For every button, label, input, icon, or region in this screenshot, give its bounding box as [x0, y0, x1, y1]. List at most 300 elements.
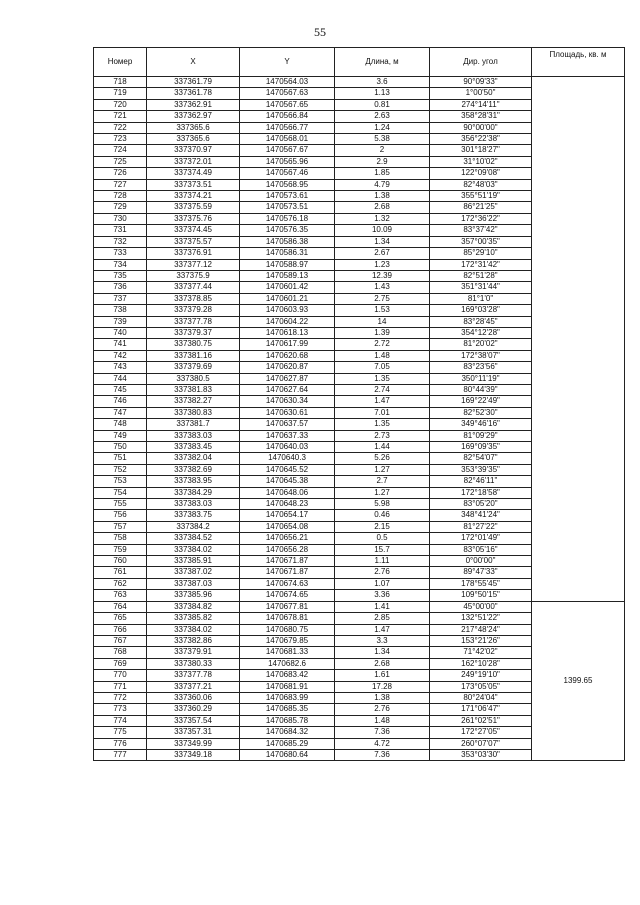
cell-angle: 80°24'04": [430, 692, 532, 703]
cell-number: 754: [94, 487, 147, 498]
cell-y: 1470648.23: [240, 499, 335, 510]
cell-angle: 358°28'31": [430, 111, 532, 122]
cell-y: 1470645.52: [240, 464, 335, 475]
cell-y: 1470567.46: [240, 168, 335, 179]
table-row: [94, 601, 625, 612]
cell-angle: 71°42'02": [430, 647, 532, 658]
cell-y: 1470671.87: [240, 556, 335, 567]
cell-x: 337382.86: [147, 635, 240, 646]
cell-angle: 274°14'11": [430, 99, 532, 110]
cell-y: 1470654.17: [240, 510, 335, 521]
cell-angle: 162°10'28": [430, 658, 532, 669]
cell-number: 751: [94, 453, 147, 464]
cell-x: 337379.28: [147, 305, 240, 316]
cell-number: 736: [94, 282, 147, 293]
cell-length: 1.41: [335, 601, 430, 612]
coordinates-table: [93, 47, 625, 761]
cell-y: 1470566.84: [240, 111, 335, 122]
cell-x: 337380.5: [147, 373, 240, 384]
cell-y: 1470567.65: [240, 99, 335, 110]
cell-number: 756: [94, 510, 147, 521]
cell-length: 1.27: [335, 464, 430, 475]
cell-x: 337384.52: [147, 533, 240, 544]
cell-y: 1470677.81: [240, 601, 335, 612]
cell-x: 337372.01: [147, 156, 240, 167]
cell-length: 1.34: [335, 236, 430, 247]
cell-x: 337385.82: [147, 613, 240, 624]
cell-length: 12.39: [335, 270, 430, 281]
cell-number: 768: [94, 647, 147, 658]
cell-angle: 356°22'38": [430, 134, 532, 145]
cell-number: 744: [94, 373, 147, 384]
cell-length: 1.44: [335, 442, 430, 453]
cell-length: 1.53: [335, 305, 430, 316]
cell-angle: 172°18'58": [430, 487, 532, 498]
cell-x: 337387.03: [147, 578, 240, 589]
cell-number: 730: [94, 213, 147, 224]
cell-angle: 86°21'25": [430, 202, 532, 213]
cell-angle: 153°21'26": [430, 635, 532, 646]
cell-y: 1470568.01: [240, 134, 335, 145]
cell-length: 2.76: [335, 567, 430, 578]
cell-length: 1.23: [335, 259, 430, 270]
cell-angle: 172°31'42": [430, 259, 532, 270]
cell-angle: 173°05'05": [430, 681, 532, 692]
cell-angle: 353°03'30": [430, 749, 532, 760]
cell-x: 337360.29: [147, 704, 240, 715]
cell-x: 337374.45: [147, 225, 240, 236]
cell-angle: 172°36'22": [430, 213, 532, 224]
cell-angle: 178°55'45": [430, 578, 532, 589]
cell-x: 337383.95: [147, 476, 240, 487]
cell-length: 14: [335, 316, 430, 327]
cell-angle: 350°11'19": [430, 373, 532, 384]
cell-y: 1470681.33: [240, 647, 335, 658]
cell-y: 1470656.21: [240, 533, 335, 544]
cell-length: 2.75: [335, 293, 430, 304]
cell-angle: 249°19'10": [430, 670, 532, 681]
cell-angle: 85°29'10": [430, 248, 532, 259]
cell-length: 2.63: [335, 111, 430, 122]
cell-x: 337357.54: [147, 715, 240, 726]
cell-x: 337377.78: [147, 670, 240, 681]
cell-number: 732: [94, 236, 147, 247]
cell-y: 1470684.32: [240, 727, 335, 738]
cell-x: 337376.91: [147, 248, 240, 259]
cell-angle: 83°23'56": [430, 362, 532, 373]
cell-x: 337378.85: [147, 293, 240, 304]
cell-x: 337387.02: [147, 567, 240, 578]
cell-x: 337375.57: [147, 236, 240, 247]
cell-x: 337385.91: [147, 556, 240, 567]
cell-angle: 81°1'0": [430, 293, 532, 304]
cell-x: 337380.83: [147, 407, 240, 418]
cell-y: 1470685.29: [240, 738, 335, 749]
cell-length: 1.13: [335, 88, 430, 99]
cell-angle: 81°27'22": [430, 521, 532, 532]
cell-y: 1470627.87: [240, 373, 335, 384]
cell-number: 761: [94, 567, 147, 578]
cell-angle: 353°39'35": [430, 464, 532, 475]
cell-area-empty: [532, 77, 625, 602]
table-header-row: [94, 48, 625, 77]
cell-angle: 172°27'05": [430, 727, 532, 738]
cell-length: 3.6: [335, 77, 430, 88]
cell-number: 769: [94, 658, 147, 669]
cell-length: 2.9: [335, 156, 430, 167]
cell-y: 1470618.13: [240, 327, 335, 338]
cell-number: 746: [94, 396, 147, 407]
cell-number: 750: [94, 442, 147, 453]
cell-number: 773: [94, 704, 147, 715]
cell-angle: 172°38'07": [430, 350, 532, 361]
cell-angle: 81°09'29": [430, 430, 532, 441]
cell-number: 731: [94, 225, 147, 236]
cell-x: 337383.03: [147, 499, 240, 510]
cell-length: 1.43: [335, 282, 430, 293]
cell-x: 337384.82: [147, 601, 240, 612]
cell-length: 2.15: [335, 521, 430, 532]
cell-x: 337361.78: [147, 88, 240, 99]
cell-y: 1470601.42: [240, 282, 335, 293]
cell-y: 1470683.99: [240, 692, 335, 703]
cell-y: 1470620.68: [240, 350, 335, 361]
cell-x: 337375.59: [147, 202, 240, 213]
cell-number: 748: [94, 419, 147, 430]
cell-x: 337384.2: [147, 521, 240, 532]
cell-number: 725: [94, 156, 147, 167]
cell-y: 1470601.21: [240, 293, 335, 304]
cell-angle: 90°09'33": [430, 77, 532, 88]
cell-number: 738: [94, 305, 147, 316]
cell-number: 775: [94, 727, 147, 738]
cell-angle: 261°02'51": [430, 715, 532, 726]
cell-length: 2.67: [335, 248, 430, 259]
cell-number: 735: [94, 270, 147, 281]
cell-y: 1470678.81: [240, 613, 335, 624]
cell-length: 4.79: [335, 179, 430, 190]
cell-angle: 357°00'35": [430, 236, 532, 247]
cell-length: 15.7: [335, 544, 430, 555]
cell-y: 1470674.63: [240, 578, 335, 589]
cell-angle: 132°51'22": [430, 613, 532, 624]
cell-y: 1470576.18: [240, 213, 335, 224]
cell-y: 1470683.42: [240, 670, 335, 681]
cell-angle: 83°37'42": [430, 225, 532, 236]
cell-angle: 354°12'28": [430, 327, 532, 338]
cell-number: 753: [94, 476, 147, 487]
cell-x: 337377.78: [147, 316, 240, 327]
cell-number: 758: [94, 533, 147, 544]
cell-angle: 31°10'02": [430, 156, 532, 167]
cell-number: 774: [94, 715, 147, 726]
cell-angle: 355°51'19": [430, 191, 532, 202]
cell-length: 2.68: [335, 202, 430, 213]
cell-x: 337357.31: [147, 727, 240, 738]
cell-y: 1470627.64: [240, 384, 335, 395]
cell-angle: 169°03'28": [430, 305, 532, 316]
cell-y: 1470679.85: [240, 635, 335, 646]
cell-angle: 172°01'49": [430, 533, 532, 544]
header-y: Y: [240, 48, 335, 77]
cell-number: 724: [94, 145, 147, 156]
cell-y: 1470564.03: [240, 77, 335, 88]
cell-angle: 45°00'00": [430, 601, 532, 612]
cell-x: 337375.9: [147, 270, 240, 281]
cell-y: 1470603.93: [240, 305, 335, 316]
cell-y: 1470645.38: [240, 476, 335, 487]
header-number: Номер: [94, 48, 147, 77]
cell-angle: 83°05'16": [430, 544, 532, 555]
cell-angle: 82°51'28": [430, 270, 532, 281]
cell-number: 742: [94, 350, 147, 361]
page-number: 55: [314, 25, 326, 39]
cell-y: 1470640.03: [240, 442, 335, 453]
cell-number: 767: [94, 635, 147, 646]
cell-y: 1470586.38: [240, 236, 335, 247]
cell-y: 1470648.06: [240, 487, 335, 498]
cell-x: 337383.03: [147, 430, 240, 441]
cell-x: 337362.97: [147, 111, 240, 122]
cell-length: 1.24: [335, 122, 430, 133]
header-angle: Дир. угол: [430, 48, 532, 77]
cell-x: 337373.51: [147, 179, 240, 190]
cell-angle: 217°48'24": [430, 624, 532, 635]
cell-angle: 82°46'11": [430, 476, 532, 487]
cell-y: 1470654.08: [240, 521, 335, 532]
cell-number: 729: [94, 202, 147, 213]
cell-y: 1470566.77: [240, 122, 335, 133]
cell-y: 1470685.78: [240, 715, 335, 726]
cell-x: 337374.21: [147, 191, 240, 202]
cell-length: 1.27: [335, 487, 430, 498]
header-length: Длина, м: [335, 48, 430, 77]
cell-number: 727: [94, 179, 147, 190]
cell-number: 720: [94, 99, 147, 110]
cell-length: 17.28: [335, 681, 430, 692]
cell-y: 1470617.99: [240, 339, 335, 350]
cell-y: 1470671.87: [240, 567, 335, 578]
cell-length: 5.26: [335, 453, 430, 464]
cell-angle: 260°07'07": [430, 738, 532, 749]
cell-length: 1.35: [335, 373, 430, 384]
cell-x: 337385.96: [147, 590, 240, 601]
cell-y: 1470620.87: [240, 362, 335, 373]
cell-x: 337381.7: [147, 419, 240, 430]
cell-angle: 348°41'24": [430, 510, 532, 521]
cell-angle: 0°00'00": [430, 556, 532, 567]
cell-length: 2.72: [335, 339, 430, 350]
cell-x: 337383.45: [147, 442, 240, 453]
cell-length: 7.36: [335, 727, 430, 738]
cell-angle: 1°00'50": [430, 88, 532, 99]
cell-x: 337374.49: [147, 168, 240, 179]
cell-angle: 122°09'08": [430, 168, 532, 179]
cell-angle: 82°52'30": [430, 407, 532, 418]
cell-number: 745: [94, 384, 147, 395]
cell-number: 757: [94, 521, 147, 532]
cell-angle: 82°48'03": [430, 179, 532, 190]
cell-x: 337379.91: [147, 647, 240, 658]
cell-number: 734: [94, 259, 147, 270]
cell-x: 337381.16: [147, 350, 240, 361]
cell-length: 4.72: [335, 738, 430, 749]
cell-x: 337382.69: [147, 464, 240, 475]
cell-y: 1470568.95: [240, 179, 335, 190]
cell-number: 723: [94, 134, 147, 145]
cell-number: 771: [94, 681, 147, 692]
cell-length: 3.3: [335, 635, 430, 646]
cell-angle: 89°47'33": [430, 567, 532, 578]
cell-number: 755: [94, 499, 147, 510]
cell-angle: 351°31'44": [430, 282, 532, 293]
cell-y: 1470630.61: [240, 407, 335, 418]
cell-number: 749: [94, 430, 147, 441]
cell-number: 728: [94, 191, 147, 202]
cell-length: 1.48: [335, 350, 430, 361]
cell-length: 2: [335, 145, 430, 156]
cell-number: 763: [94, 590, 147, 601]
cell-y: 1470589.13: [240, 270, 335, 281]
cell-y: 1470576.35: [240, 225, 335, 236]
cell-x: 337377.44: [147, 282, 240, 293]
cell-area-value: 1399.65: [532, 601, 625, 761]
cell-x: 337380.75: [147, 339, 240, 350]
cell-y: 1470567.63: [240, 88, 335, 99]
cell-number: 752: [94, 464, 147, 475]
cell-length: 7.01: [335, 407, 430, 418]
cell-x: 337380.33: [147, 658, 240, 669]
cell-y: 1470637.33: [240, 430, 335, 441]
cell-length: 0.46: [335, 510, 430, 521]
cell-number: 733: [94, 248, 147, 259]
cell-length: 1.47: [335, 624, 430, 635]
cell-number: 764: [94, 601, 147, 612]
cell-number: 726: [94, 168, 147, 179]
cell-y: 1470681.91: [240, 681, 335, 692]
cell-length: 1.38: [335, 692, 430, 703]
cell-length: 2.85: [335, 613, 430, 624]
cell-number: 740: [94, 327, 147, 338]
cell-number: 762: [94, 578, 147, 589]
cell-length: 1.39: [335, 327, 430, 338]
cell-y: 1470565.96: [240, 156, 335, 167]
cell-number: 743: [94, 362, 147, 373]
cell-number: 765: [94, 613, 147, 624]
cell-length: 2.68: [335, 658, 430, 669]
cell-y: 1470573.51: [240, 202, 335, 213]
cell-length: 1.38: [335, 191, 430, 202]
cell-length: 1.11: [335, 556, 430, 567]
cell-x: 337370.97: [147, 145, 240, 156]
cell-x: 337377.12: [147, 259, 240, 270]
cell-number: 718: [94, 77, 147, 88]
cell-length: 1.32: [335, 213, 430, 224]
cell-length: 10.09: [335, 225, 430, 236]
cell-x: 337379.37: [147, 327, 240, 338]
cell-x: 337361.79: [147, 77, 240, 88]
cell-angle: 90°00'00": [430, 122, 532, 133]
cell-angle: 81°20'02": [430, 339, 532, 350]
cell-y: 1470685.35: [240, 704, 335, 715]
cell-length: 1.07: [335, 578, 430, 589]
cell-angle: 82°54'07": [430, 453, 532, 464]
header-area: Площадь, кв. м: [532, 48, 625, 77]
cell-number: 776: [94, 738, 147, 749]
cell-x: 337379.69: [147, 362, 240, 373]
cell-number: 760: [94, 556, 147, 567]
cell-number: 766: [94, 624, 147, 635]
cell-length: 3.36: [335, 590, 430, 601]
cell-x: 337382.27: [147, 396, 240, 407]
cell-angle: 80°44'39": [430, 384, 532, 395]
cell-angle: 109°50'15": [430, 590, 532, 601]
cell-y: 1470680.75: [240, 624, 335, 635]
cell-x: 337384.02: [147, 624, 240, 635]
cell-length: 1.47: [335, 396, 430, 407]
cell-number: 772: [94, 692, 147, 703]
cell-x: 337365.6: [147, 122, 240, 133]
cell-length: 1.85: [335, 168, 430, 179]
cell-y: 1470680.64: [240, 749, 335, 760]
cell-number: 722: [94, 122, 147, 133]
cell-length: 2.73: [335, 430, 430, 441]
cell-y: 1470682.6: [240, 658, 335, 669]
cell-number: 770: [94, 670, 147, 681]
cell-angle: 301°18'27": [430, 145, 532, 156]
cell-x: 337382.04: [147, 453, 240, 464]
cell-number: 747: [94, 407, 147, 418]
cell-number: 737: [94, 293, 147, 304]
cell-angle: 83°28'45": [430, 316, 532, 327]
cell-length: 2.74: [335, 384, 430, 395]
cell-length: 0.5: [335, 533, 430, 544]
cell-y: 1470567.67: [240, 145, 335, 156]
cell-number: 719: [94, 88, 147, 99]
cell-length: 7.36: [335, 749, 430, 760]
cell-y: 1470588.97: [240, 259, 335, 270]
cell-angle: 169°09'35": [430, 442, 532, 453]
cell-x: 337349.18: [147, 749, 240, 760]
cell-number: 739: [94, 316, 147, 327]
cell-y: 1470656.28: [240, 544, 335, 555]
cell-x: 337377.21: [147, 681, 240, 692]
cell-number: 777: [94, 749, 147, 760]
cell-length: 1.35: [335, 419, 430, 430]
cell-angle: 171°06'47": [430, 704, 532, 715]
cell-x: 337365.6: [147, 134, 240, 145]
header-x: X: [147, 48, 240, 77]
cell-y: 1470604.22: [240, 316, 335, 327]
cell-length: 2.7: [335, 476, 430, 487]
cell-length: 7.05: [335, 362, 430, 373]
cell-angle: 169°22'49": [430, 396, 532, 407]
cell-length: 1.61: [335, 670, 430, 681]
cell-x: 337381.83: [147, 384, 240, 395]
cell-length: 5.38: [335, 134, 430, 145]
cell-x: 337362.91: [147, 99, 240, 110]
cell-number: 759: [94, 544, 147, 555]
cell-length: 0.81: [335, 99, 430, 110]
cell-angle: 83°05'20": [430, 499, 532, 510]
cell-x: 337384.29: [147, 487, 240, 498]
cell-number: 721: [94, 111, 147, 122]
cell-x: 337360.06: [147, 692, 240, 703]
cell-x: 337349.99: [147, 738, 240, 749]
cell-x: 337375.76: [147, 213, 240, 224]
cell-y: 1470573.61: [240, 191, 335, 202]
cell-angle: 349°46'16": [430, 419, 532, 430]
